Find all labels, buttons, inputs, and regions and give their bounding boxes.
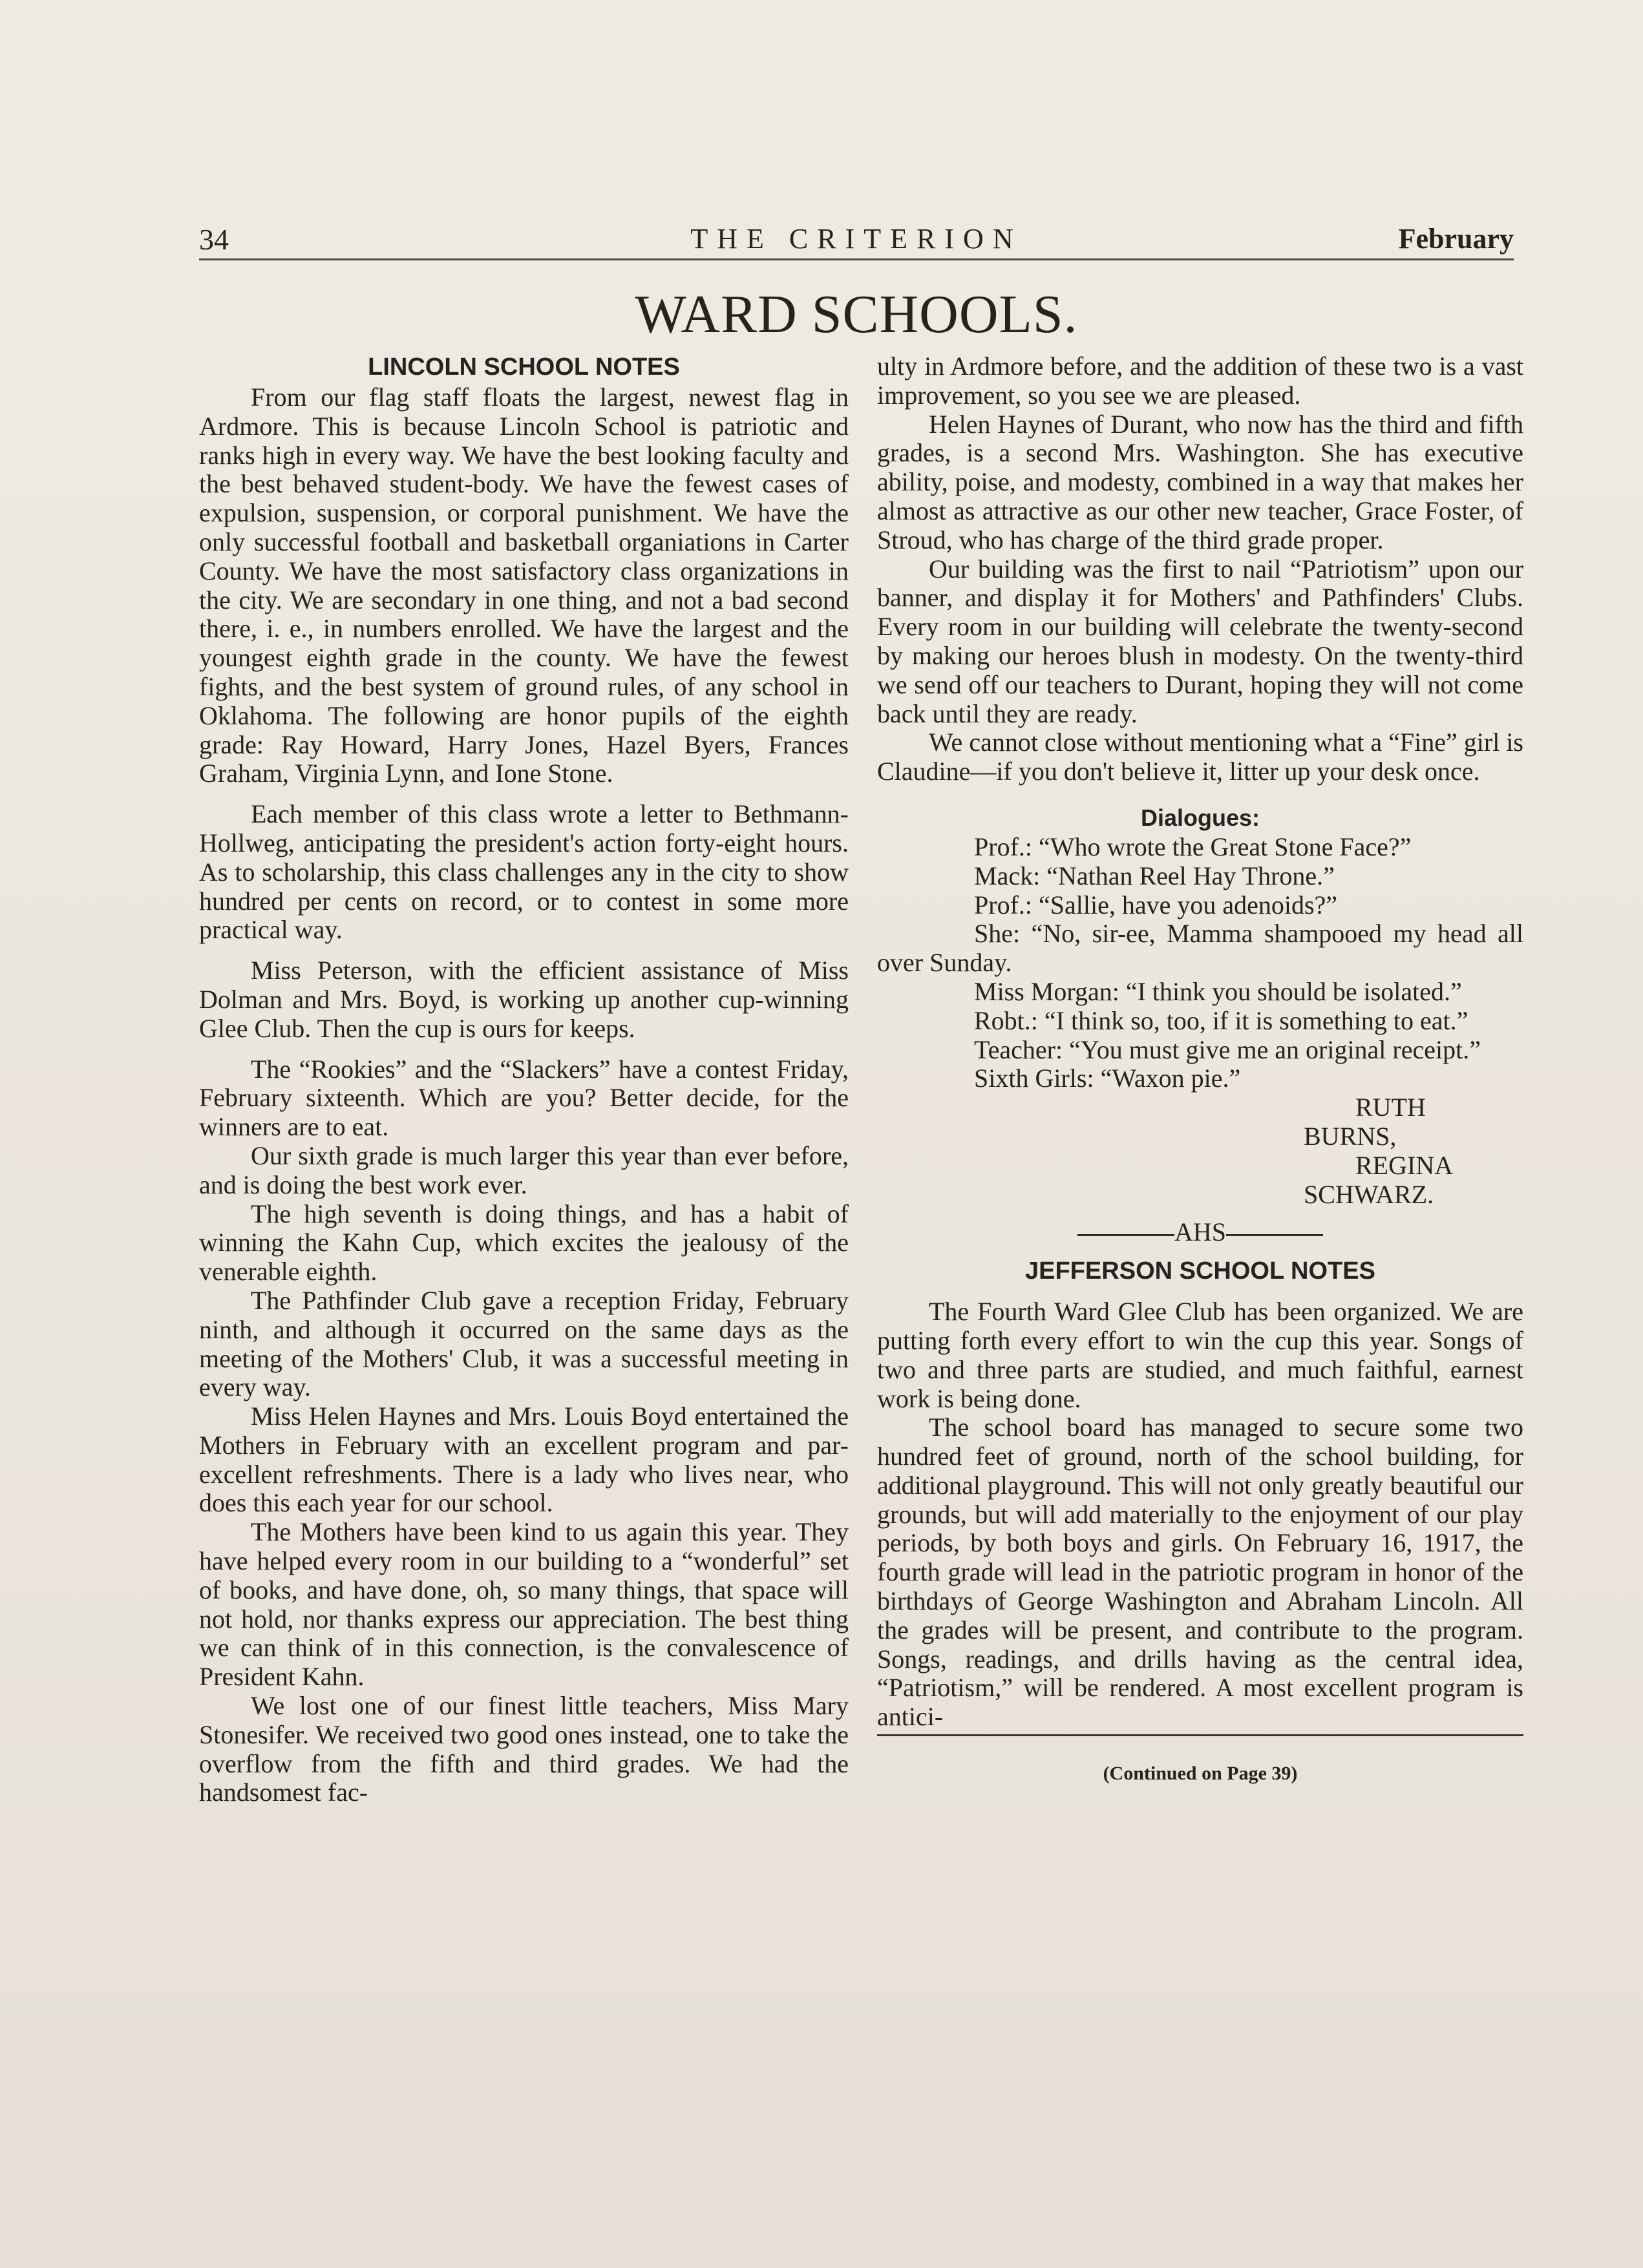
dialogue-line: Prof.: “Who wrote the Great Stone Face?” (974, 832, 1412, 861)
paragraph: The Pathfinder Club gave a reception Friday, February ninth, and although it occurred on the same days as the meeting of the Mothers' Club, it was a successful meeting in every way. (199, 1285, 849, 1402)
dialogue-line: She: “No, sir-ee, Mamma shampooed my head all over Sunday. (877, 919, 1523, 978)
section-title: WARD SCHOOLS. (635, 284, 1078, 344)
left-column (199, 352, 849, 1807)
paragraph: We cannot close without mentioning what a “Fine” girl is Claudine—if you don't believe it, litter up your desk once. (877, 728, 1523, 786)
continued-note: (Continued on Page 39) (1103, 1763, 1298, 1785)
paragraph: The Mothers have been kind to us again this year. They have helped every room in our building to a “wonderful” set of books, and have done, oh, so many things, that space will not hold, nor thanks express our appreciation. The best thing we can think of in this connection, is the convalescence of President Kahn. (199, 1517, 849, 1692)
separator-rule (1226, 1234, 1323, 1236)
paragraph: The Fourth Ward Glee Club has been organized. We are putting forth every effort to win the cup this year. Songs of two and three parts are studied, and much faithful, earnest work is being done. (877, 1297, 1523, 1413)
lincoln-heading: LINCOLN SCHOOL NOTES (368, 353, 680, 381)
separator-rule (1077, 1234, 1174, 1236)
dialogue-line: Prof.: “Sallie, have you adenoids?” (974, 890, 1338, 919)
signer-name: RUTH BURNS, (1304, 1093, 1426, 1151)
dialogue-line: Mack: “Nathan Reel Hay Throne.” (974, 861, 1335, 890)
dialogue-line: Teacher: “You must give me an original receipt.” (974, 1034, 1481, 1064)
dialogue-line: Robt.: “I think so, too, if it is something to eat.” (974, 1005, 1468, 1035)
paragraph: From our flag staff floats the largest, newest flag in Ardmore. This is because Lincoln School is patriotic and ranks high in every way. We have the best looking faculty and the best behaved student-body. We have the fewest cases of expulsion, suspension, or corporal punishment. We have the only successful football and basketball organiations in Carter County. We have the most satisfactory class organizations in the city. We are secondary in one thing, and not a bad second there, i. e., in numbers enrolled. We have the largest and the youngest eighth grade in the county. We have the fewest fights, and the best system of ground rules, of any school in Oklahoma. The following are honor pupils of the eighth grade: Ray Howard, Harry Jones, Hazel Byers, Frances Graham, Virginia Lynn, and Ione Stone. (199, 383, 849, 788)
paragraph: Helen Haynes of Durant, who now has the third and fifth grades, is a second Mrs. Washington. She has executive ability, poise, and modesty, combined in a way that makes her almost as attractive as our other new teacher, Grace Foster, of Stroud, who has charge of the third grade proper. (877, 409, 1523, 554)
dialogue-line: Miss Morgan: “I think you should be isolated.” (974, 976, 1462, 1006)
jefferson-heading: JEFFERSON SCHOOL NOTES (1025, 1257, 1375, 1285)
column-end-rule (877, 1734, 1523, 1736)
section-separator (877, 1218, 1523, 1247)
paragraph: Our sixth grade is much larger this year than ever before, and is doing the best work ever. (199, 1140, 849, 1199)
running-head (199, 222, 1514, 260)
signer-name: REGINA SCHWARZ. (1304, 1150, 1452, 1209)
journal-title: THE CRITERION (690, 223, 1023, 255)
dialogues-heading: Dialogues: (1140, 804, 1260, 831)
separator-text: AHS (1174, 1217, 1227, 1247)
paragraph: The high seventh is doing things, and has a habit of winning the Kahn Cup, which excites the jealousy of the venerable eighth. (199, 1199, 849, 1286)
right-column (877, 352, 1523, 1789)
issue-month: February (1398, 223, 1514, 255)
paragraph-continuation: ulty in Ardmore before, and the addition of these two is a vast improvement, so you see we are pleased. (877, 352, 1523, 410)
paragraph: Each member of this class wrote a letter to Bethmann-Hollweg, anticipating the president's action forty-eight hours. As to scholarship, this class challenges any in the city to show hundred per cents on record, or to contest in some more practical way. (199, 799, 849, 945)
paragraph: Our building was the first to nail “Patriotism” upon our banner, and display it for Mothers' and Pathfinders' Clubs. Every room in our building will celebrate the twenty-second by making our heroes blush in modesty. On the twenty-third we send off our teachers to Durant, hoping they will not come back until they are ready. (877, 554, 1523, 728)
paragraph: Miss Peterson, with the efficient assistance of Miss Dolman and Mrs. Boyd, is working up another cup-winning Glee Club. Then the cup is ours for keeps. (199, 956, 849, 1043)
paragraph: The school board has managed to secure some two hundred feet of ground, north of the school building, for additional playground. This will not only greatly beautiful our grounds, but will add materially to the enjoyment of our play periods, by both boys and girls. On February 16, 1917, the fourth grade will lead in the patriotic program in honor of the birthdays of George Washington and Abraham Lincoln. All the grades will be present, and contribute to the program. Songs, readings, and drills having as the central idea, “Patriotism,” will be rendered. A most excellent program is antici- (877, 1412, 1523, 1732)
dialogue-line: Sixth Girls: “Waxon pie.” (974, 1064, 1241, 1093)
paragraph: We lost one of our finest little teachers, Miss Mary Stonesifer. We received two good ones instead, one to take the overflow from the fifth and third grades. We had the handsomest fac- (199, 1691, 849, 1807)
paragraph: Miss Helen Haynes and Mrs. Louis Boyd entertained the Mothers in February with an excellent program and par-excellent refreshments. There is a lady who lives near, who does this each year for our school. (199, 1402, 849, 1518)
paragraph: The “Rookies” and the “Slackers” have a contest Friday, February sixteenth. Which are you? Better decide, for the winners are to eat. (199, 1054, 849, 1142)
page-number: 34 (199, 223, 229, 256)
